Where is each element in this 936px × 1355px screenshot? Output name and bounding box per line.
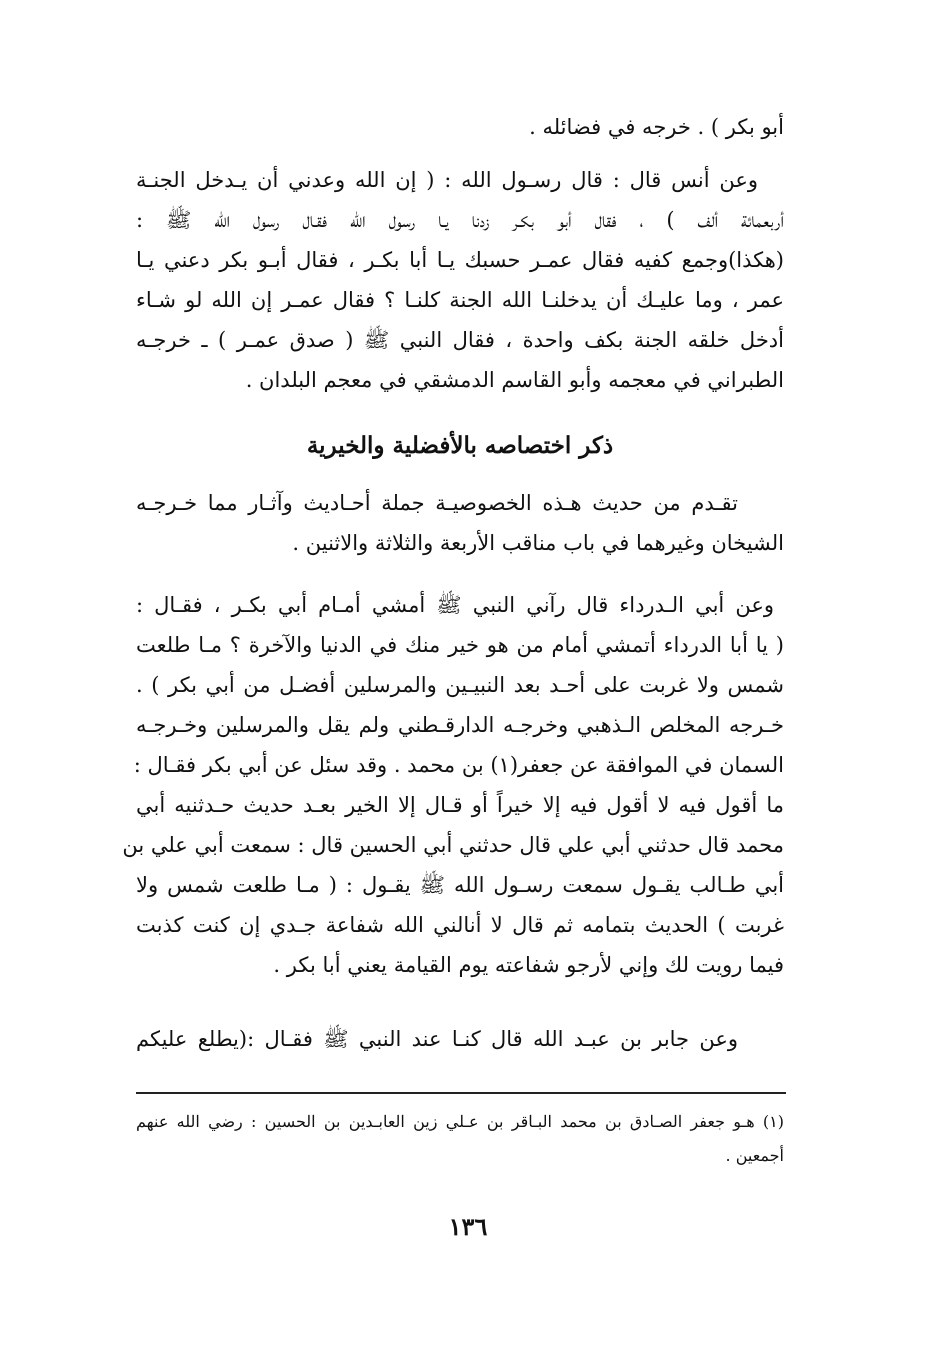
paragraph-3-line: غربت ) الحديث بتمامه ثم قال لا أنالني الله شفاعة جـدي إن كنت كذبت [136, 913, 784, 937]
footnote-line: أجمعين . [725, 1146, 784, 1165]
paragraph-3-line: فيما رويت لك وإني لأرجو شفاعته يوم القيامة يعني أبا بكر . [273, 953, 784, 977]
paragraph-4-line: وعن جابر بن عبـد الله قال كنـا عند النبي ﷺ فقـال :(يطلع عليكم [136, 1027, 738, 1051]
paragraph-1-line: (هكذا)وجمع كفيه فقال عمـر حسبك يـا أبا بكـر ، فقال أبـو بكر دعني يـا [136, 248, 784, 272]
paragraph-3-line: خـرجه المخلص الـذهبي وخرجـه الدارقـطني ولم يقل والمرسلين وخـرجـه [136, 713, 784, 737]
section-heading: ذكر اختصاصه بالأفضلية والخيرية [306, 432, 614, 459]
paragraph-2-line: الشيخان وغيرهما في باب مناقب الأربعة والثلاثة والاثنين . [292, 531, 784, 555]
paragraph-1-line: الطبراني في معجمه وأبو القاسم الدمشقي في معجم البلدان . [245, 368, 784, 392]
paragraph-1-line: عمر ، وما عليـك أن يدخلنـا الله الجنة كلنـا ؟ فقال عمـر إن الله لو شـاء [136, 288, 784, 312]
footnote-divider [136, 1092, 786, 1094]
paragraph-1-line: أربعمائة ألف ) ، فقال أبو بكـر زدنا يـا رسول الله فقـال رسول الله ﷺ : [136, 208, 784, 232]
paragraph-3-line: وعن أبي الـدرداء قال رآني النبي ﷺ أمشي أمـام أبي بكـر ، فقـال : [136, 593, 774, 617]
paragraph-3-line: أبي طـالب يقـول سمعت رسـول الله ﷺ يقـول : ( مـا طلعت شمس ولا [136, 873, 784, 897]
footnote-line: (١) هـو جعفر الصـادق بن محمد البـاقر بن عـلي زين العابـدين بن الحسين : رضي الله عنهم [136, 1112, 784, 1131]
paragraph-3-line: محمد قال حدثني أبي علي قال حدثني أبي الحسين قال : سمعت أبي علي بن [122, 833, 784, 857]
paragraph-1-line: أدخل خلقه الجنة بكف واحدة ، فقال النبي ﷺ ( صدق عمـر ) ـ خرجـه [136, 328, 784, 352]
paragraph-3-line: شمس ولا غربت على أحـد بعد النبيـين والمرسلين أفضـل من أبي بكر ) . [136, 673, 784, 697]
paragraph-2-line: تقـدم من حديث هـذه الخصوصيـة جملة أحـاديث وآثـار مما خـرجـه [136, 491, 738, 515]
page-number: ١٣٦ [448, 1212, 488, 1241]
paragraph-3-line: ( يا أبا الدرداء أتمشي أمام من هو خير منك في الدنيا والآخرة ؟ مـا طلعت [136, 633, 784, 657]
paragraph-3-line: ما أقول فيه لا أقول فيه إلا خيراً أو قـال إلا الخير بعـد حديث حـدثنيه أبي [136, 793, 784, 817]
intro-line: أبو بكر ) . خرجه في فضائله . [529, 115, 784, 139]
paragraph-1-line: وعن أنس قال : قال رسـول الله : ( إن الله وعدني أن يـدخل الجنـة [136, 168, 758, 192]
paragraph-3-line: السمان في الموافقة عن جعفر(١) بن محمد . وقد سئل عن أبي بكر فقـال : [133, 753, 784, 777]
